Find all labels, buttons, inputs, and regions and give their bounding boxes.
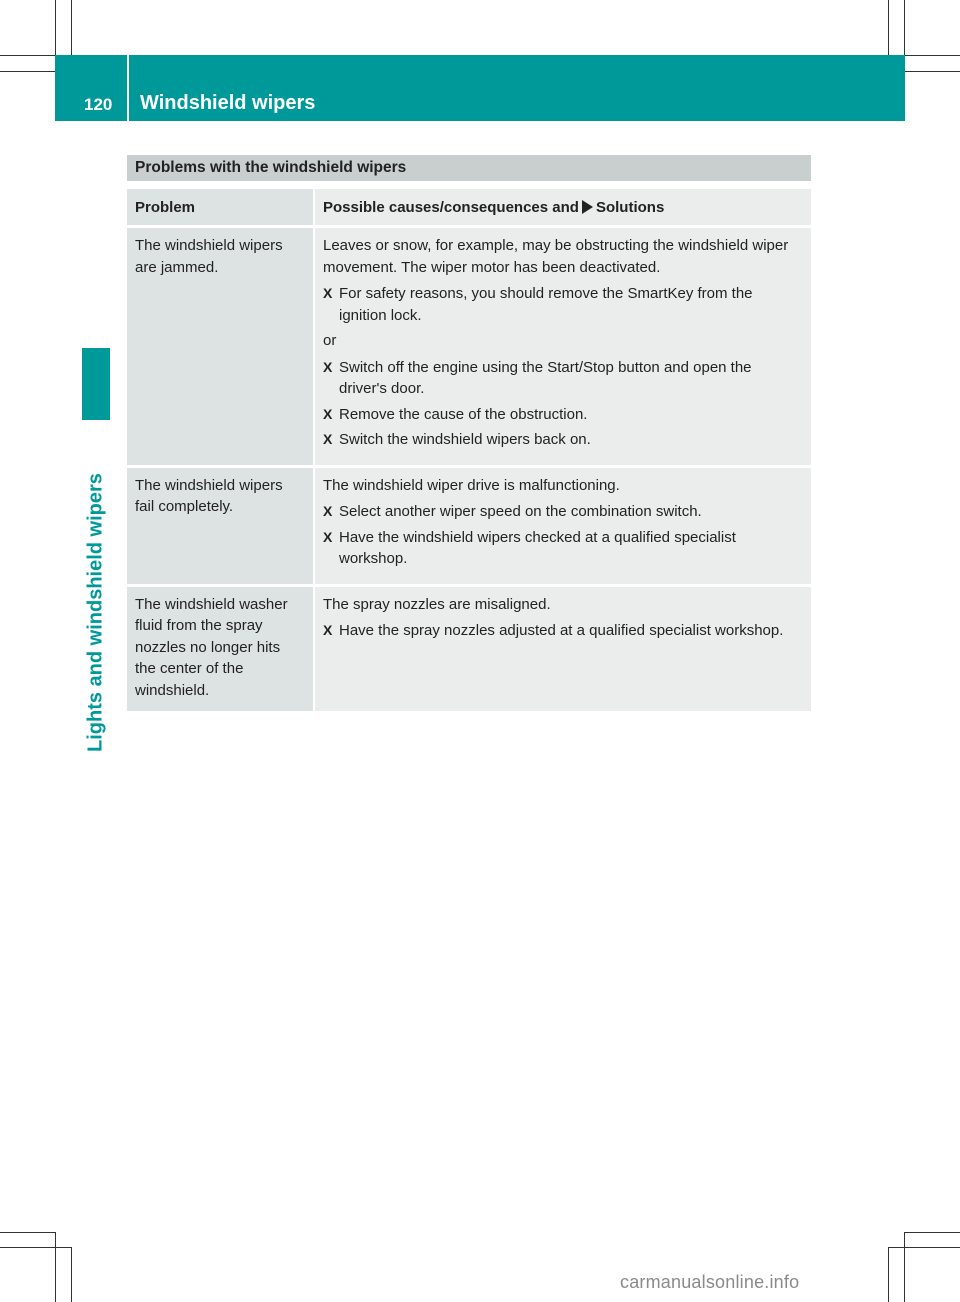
solution-cell [314,585,811,711]
column-header-problem: Problem [127,189,314,227]
problem-cell: The windshield wipers fail completely. [127,466,314,585]
step-text: Switch the windshield wipers back on. [339,431,591,448]
solution-cell [314,227,811,467]
step-marker-icon: X [323,503,333,519]
watermark: carmanualsonline.info [620,1272,800,1292]
crop-mark [55,1232,56,1302]
table-caption: Problems with the windshield wipers [127,155,811,181]
page-number: 120 [84,95,113,114]
table-spacer [127,181,811,189]
step-marker-icon: X [323,285,333,301]
step-text: Have the windshield wipers checked at a qualified specialist workshop. [339,528,736,567]
column-header-solutions-suffix: Solutions [595,198,665,216]
crop-mark [904,0,905,55]
step-text: Switch off the engine using the Start/Stop button and open the driver's door. [339,358,752,397]
cause-text: The windshield wiper drive is malfunctioning. [323,476,620,494]
step-item [323,357,803,400]
column-header-solutions-prefix: Possible causes/consequences and [323,198,579,216]
crop-mark [905,55,960,56]
step-text: Have the spray nozzles adjusted at a qualified specialist workshop. [339,622,784,639]
crop-mark [55,0,56,55]
step-item [323,527,803,570]
header-divider [127,55,129,121]
step-text: For safety reasons, you should remove the SmartKey from the ignition lock. [339,285,753,324]
solution-cell [314,466,811,585]
problem-cell: The windshield wipers are jammed. [127,227,314,467]
cause-text: Leaves or snow, for example, may be obstructing the windshield wiper movement. The wiper motor has been deactivated. [323,237,789,276]
section-title: Windshield wipers [140,92,316,114]
crop-mark [888,1247,889,1302]
step-text: Remove the cause of the obstruction. [339,405,588,423]
problems-table [127,155,811,711]
step-marker-icon: X [323,528,333,545]
table-header-row [127,189,811,227]
table-row [127,466,811,585]
column-header-solutions [314,189,811,227]
crop-mark [905,1232,960,1233]
side-tab-marker [82,348,110,420]
step-item [323,620,803,642]
chapter-side-label: Lights and windshield wipers [84,473,107,752]
crop-mark [888,1247,960,1248]
table-grid [127,189,811,711]
table-row [127,227,811,467]
crop-mark [904,1232,905,1302]
crop-mark [0,1232,55,1233]
solutions-arrow-icon [582,200,593,214]
crop-mark [0,1247,71,1248]
step-marker-icon: X [323,405,333,422]
problem-cell: The windshield washer fluid from the spray nozzles no longer hits the center of the windshield. [127,585,314,711]
step-item [323,501,803,523]
crop-mark [71,1247,72,1302]
crop-mark [0,55,55,56]
step-item [323,283,803,326]
connector-text: or [323,332,337,349]
table-row [127,585,811,711]
step-item [323,429,803,451]
step-marker-icon: X [323,622,333,638]
step-item [323,404,803,426]
step-marker-icon: X [323,431,333,447]
step-text: Select another wiper speed on the combination switch. [339,503,702,520]
step-marker-icon: X [323,358,333,375]
cause-text: The spray nozzles are misaligned. [323,595,551,613]
